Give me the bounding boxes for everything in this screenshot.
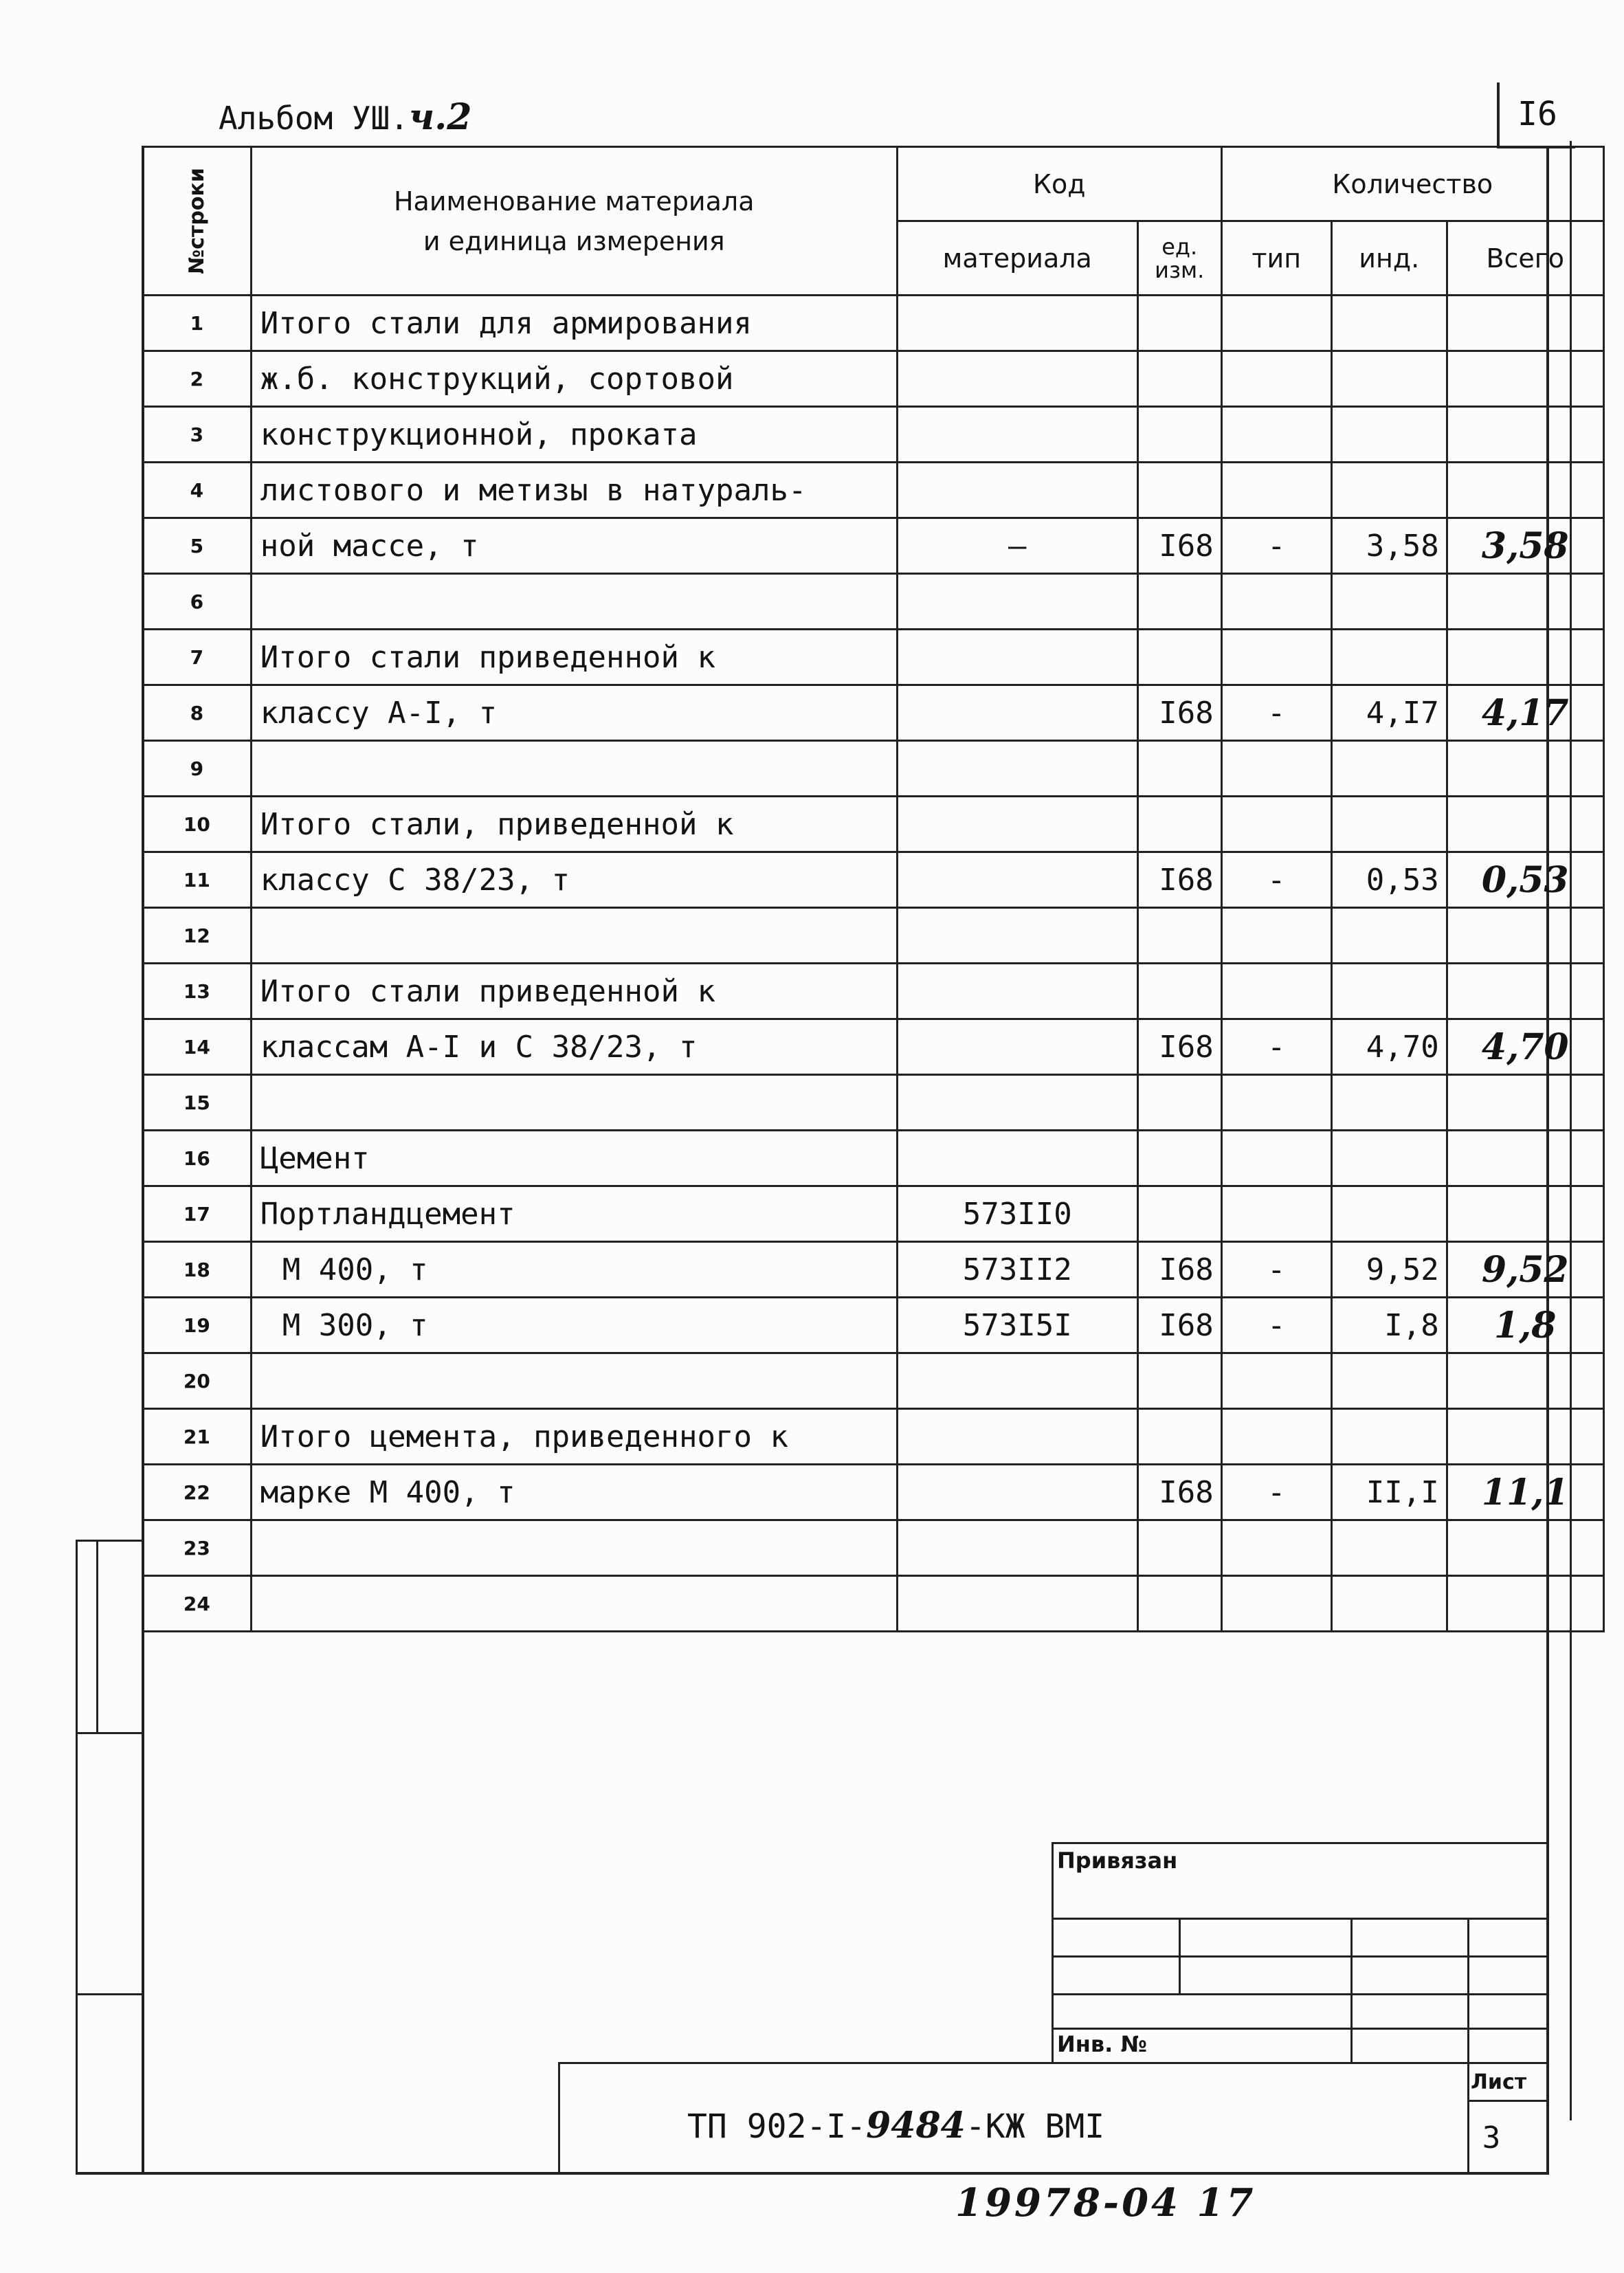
quantity-total	[1447, 407, 1603, 463]
quantity-total: 3,58	[1447, 518, 1603, 574]
material-name: Итого стали приведенной к	[251, 630, 897, 685]
material-code: –	[897, 518, 1137, 574]
quantity-total	[1447, 296, 1603, 351]
quantity-ind	[1331, 1186, 1447, 1242]
table-row	[143, 1409, 1604, 1465]
quantity-type	[1221, 797, 1331, 852]
material-code	[897, 1409, 1137, 1465]
material-name: М 300, т	[251, 1298, 897, 1353]
row-number: 16	[143, 1131, 252, 1186]
unit-code	[1137, 296, 1221, 351]
material-name: марке М 400, т	[251, 1465, 897, 1520]
quantity-type	[1221, 1520, 1331, 1576]
unit-code: I68	[1137, 1298, 1221, 1353]
row-number: 5	[143, 518, 252, 574]
material-name	[251, 741, 897, 797]
quantity-ind	[1331, 964, 1447, 1019]
quantity-total	[1447, 1520, 1603, 1576]
material-code	[897, 797, 1137, 852]
table-row	[143, 1186, 1604, 1242]
spec-table-body	[143, 296, 1604, 1632]
quantity-type	[1221, 741, 1331, 797]
unit-code	[1137, 351, 1221, 407]
table-row	[143, 1131, 1604, 1186]
material-code	[897, 1019, 1137, 1075]
row-number: 19	[143, 1298, 252, 1353]
document-code-handwritten: 9484	[866, 2105, 966, 2147]
row-number: 7	[143, 630, 252, 685]
row-number: 15	[143, 1075, 252, 1131]
unit-header-line1: ед.	[1161, 233, 1198, 260]
stamp-line-4	[1052, 2028, 1549, 2030]
material-code	[897, 351, 1137, 407]
quantity-ind	[1331, 1576, 1447, 1632]
material-code	[897, 1353, 1137, 1409]
quantity-total	[1447, 797, 1603, 852]
row-number: 4	[143, 463, 252, 518]
unit-code	[1137, 1409, 1221, 1465]
row-number: 12	[143, 908, 252, 964]
margin-column-line	[76, 1540, 78, 2173]
material-name	[251, 908, 897, 964]
header-row-1	[143, 147, 1604, 221]
quantity-total	[1447, 741, 1603, 797]
sheet-number: 3	[1482, 2120, 1501, 2155]
stamp-line-3	[1052, 1993, 1549, 1995]
row-number: 9	[143, 741, 252, 797]
name-header-line2: и единица измерения	[423, 225, 725, 256]
row-number: 21	[143, 1409, 252, 1465]
quantity-total	[1447, 1131, 1603, 1186]
margin-mid-line	[76, 1732, 142, 1734]
row-number: 23	[143, 1520, 252, 1576]
quantity-type: -	[1221, 518, 1331, 574]
unit-code: I68	[1137, 518, 1221, 574]
row-number: 11	[143, 852, 252, 908]
stamp-vline-1	[1179, 1918, 1181, 1993]
document-code-prefix: ТП 902-I-	[687, 2107, 867, 2146]
quantity-type: -	[1221, 852, 1331, 908]
quantity-ind: 9,52	[1331, 1242, 1447, 1298]
quantity-ind	[1331, 908, 1447, 964]
album-label: Альбом УШ.	[219, 100, 409, 137]
material-name: Итого цемента, приведенного к	[251, 1409, 897, 1465]
unit-code	[1137, 630, 1221, 685]
table-row	[143, 1353, 1604, 1409]
table-row	[143, 630, 1604, 685]
material-code	[897, 1131, 1137, 1186]
quantity-ind	[1331, 630, 1447, 685]
quantity-type	[1221, 908, 1331, 964]
quantity-total: 1,8	[1447, 1298, 1603, 1353]
table-row	[143, 741, 1604, 797]
material-code: 573I5I	[897, 1298, 1137, 1353]
material-name: листового и метизы в натураль-	[251, 463, 897, 518]
inventory-number-label: Инв. №	[1057, 2031, 1147, 2057]
material-name: классам А-I и С 38/23, т	[251, 1019, 897, 1075]
unit-header-line2: изм.	[1155, 256, 1205, 283]
name-header-line1: Наименование материала	[393, 186, 755, 217]
quantity-type	[1221, 1186, 1331, 1242]
quantity-ind	[1331, 574, 1447, 630]
quantity-type	[1221, 1576, 1331, 1632]
unit-code	[1137, 1075, 1221, 1131]
title-block-left	[558, 2062, 560, 2173]
quantity-ind: I,8	[1331, 1298, 1447, 1353]
stamp-top-border	[1052, 1842, 1549, 1844]
unit-code	[1137, 741, 1221, 797]
material-name: ж.б. конструкций, сортовой	[251, 351, 897, 407]
quantity-ind: 4,I7	[1331, 685, 1447, 741]
quantity-total	[1447, 351, 1603, 407]
quantity-type: -	[1221, 1242, 1331, 1298]
quantity-ind: 0,53	[1331, 852, 1447, 908]
material-code	[897, 407, 1137, 463]
table-row	[143, 1298, 1604, 1353]
row-number: 13	[143, 964, 252, 1019]
table-row	[143, 1019, 1604, 1075]
quantity-ind: II,I	[1331, 1465, 1447, 1520]
material-name	[251, 1576, 897, 1632]
quantity-total: 0,53	[1447, 852, 1603, 908]
material-code	[897, 296, 1137, 351]
quantity-type: -	[1221, 1298, 1331, 1353]
table-row	[143, 1520, 1604, 1576]
row-number: 1	[143, 296, 252, 351]
row-number-header	[143, 147, 252, 296]
margin-low-line	[76, 1993, 142, 1995]
quantity-type: -	[1221, 685, 1331, 741]
material-name	[251, 1353, 897, 1409]
material-code	[897, 1075, 1137, 1131]
material-code	[897, 1520, 1137, 1576]
quantity-ind: 4,70	[1331, 1019, 1447, 1075]
unit-code	[1137, 1576, 1221, 1632]
row-number: 22	[143, 1465, 252, 1520]
material-code	[897, 1576, 1137, 1632]
quantity-ind	[1331, 741, 1447, 797]
unit-code	[1137, 964, 1221, 1019]
sheet-cell-line	[1467, 2100, 1549, 2102]
name-header	[251, 147, 897, 296]
material-code: 573II2	[897, 1242, 1137, 1298]
quantity-ind: 3,58	[1331, 518, 1447, 574]
quantity-total: 11,1	[1447, 1465, 1603, 1520]
quantity-ind	[1331, 1353, 1447, 1409]
material-name: Итого стали приведенной к	[251, 964, 897, 1019]
material-code	[897, 574, 1137, 630]
quantity-type: -	[1221, 1465, 1331, 1520]
quantity-type	[1221, 574, 1331, 630]
material-name: ной массе, т	[251, 518, 897, 574]
ind-header: инд.	[1331, 221, 1447, 296]
table-row	[143, 463, 1604, 518]
stamp-line-2	[1052, 1955, 1549, 1958]
stamp-line-1	[1052, 1918, 1549, 1920]
attached-label: Привязан	[1057, 1848, 1178, 1874]
table-row	[143, 407, 1604, 463]
material-name: Итого стали для армирования	[251, 296, 897, 351]
material-code	[897, 964, 1137, 1019]
table-row	[143, 296, 1604, 351]
material-name: конструкционной, проката	[251, 407, 897, 463]
album-title	[219, 96, 471, 138]
quantity-total	[1447, 1186, 1603, 1242]
total-header: Всего	[1447, 221, 1603, 296]
row-number: 10	[143, 797, 252, 852]
quantity-type: -	[1221, 1019, 1331, 1075]
table-row	[143, 1075, 1604, 1131]
material-code-header: материала	[897, 221, 1137, 296]
quantity-ind	[1331, 463, 1447, 518]
material-code	[897, 908, 1137, 964]
row-number: 8	[143, 685, 252, 741]
quantity-type	[1221, 296, 1331, 351]
table-row	[143, 1465, 1604, 1520]
unit-code	[1137, 1131, 1221, 1186]
material-name: Итого стали, приведенной к	[251, 797, 897, 852]
quantity-type	[1221, 1075, 1331, 1131]
code-header: Код	[897, 147, 1221, 221]
unit-code: I68	[1137, 685, 1221, 741]
material-name	[251, 574, 897, 630]
quantity-type	[1221, 351, 1331, 407]
unit-code: I68	[1137, 1465, 1221, 1520]
type-header: тип	[1221, 221, 1331, 296]
unit-code	[1137, 1186, 1221, 1242]
quantity-ind	[1331, 407, 1447, 463]
material-code	[897, 685, 1137, 741]
margin-top-line	[76, 1540, 142, 1542]
material-name: Цемент	[251, 1131, 897, 1186]
table-row	[143, 797, 1604, 852]
unit-code	[1137, 908, 1221, 964]
material-code	[897, 852, 1137, 908]
stamp-vline-2	[1350, 1918, 1353, 2062]
quantity-type	[1221, 407, 1331, 463]
quantity-ind	[1331, 1409, 1447, 1465]
sheet-corner-number: I6	[1497, 82, 1575, 148]
quantity-ind	[1331, 1520, 1447, 1576]
material-spec-table	[142, 146, 1605, 1632]
unit-code: I68	[1137, 1019, 1221, 1075]
quantity-total	[1447, 964, 1603, 1019]
row-number: 6	[143, 574, 252, 630]
unit-code	[1137, 797, 1221, 852]
quantity-total	[1447, 1075, 1603, 1131]
unit-code	[1137, 574, 1221, 630]
table-row	[143, 351, 1604, 407]
table-row	[143, 574, 1604, 630]
quantity-type	[1221, 964, 1331, 1019]
unit-code: I68	[1137, 1242, 1221, 1298]
quantity-total	[1447, 1409, 1603, 1465]
table-row	[143, 685, 1604, 741]
material-code	[897, 463, 1137, 518]
quantity-total	[1447, 630, 1603, 685]
material-name	[251, 1520, 897, 1576]
unit-header	[1137, 221, 1221, 296]
quantity-type	[1221, 1353, 1331, 1409]
quantity-total	[1447, 1576, 1603, 1632]
quantity-total: 4,70	[1447, 1019, 1603, 1075]
sheet-label: Лист	[1471, 2070, 1527, 2094]
material-code: 573II0	[897, 1186, 1137, 1242]
quantity-total	[1447, 1353, 1603, 1409]
unit-code	[1137, 463, 1221, 518]
material-name: Портландцемент	[251, 1186, 897, 1242]
document-code	[687, 2105, 1104, 2147]
material-name: классу С 38/23, т	[251, 852, 897, 908]
unit-code	[1137, 1353, 1221, 1409]
table-row	[143, 908, 1604, 964]
album-handwritten: ч.2	[408, 96, 472, 138]
material-code	[897, 1465, 1137, 1520]
table-row	[143, 1242, 1604, 1298]
quantity-ind	[1331, 1131, 1447, 1186]
quantity-ind	[1331, 351, 1447, 407]
unit-code	[1137, 1520, 1221, 1576]
row-number: 18	[143, 1242, 252, 1298]
material-name: М 400, т	[251, 1242, 897, 1298]
material-name: классу А-I, т	[251, 685, 897, 741]
quantity-total: 9,52	[1447, 1242, 1603, 1298]
quantity-total	[1447, 574, 1603, 630]
quantity-header: Количество	[1221, 147, 1603, 221]
table-row	[143, 1576, 1604, 1632]
title-block-top	[558, 2062, 1549, 2064]
material-name	[251, 1075, 897, 1131]
frame-bottom-border	[76, 2172, 1549, 2175]
row-number: 24	[143, 1576, 252, 1632]
quantity-total	[1447, 463, 1603, 518]
table-row	[143, 964, 1604, 1019]
table-row	[143, 518, 1604, 574]
material-code	[897, 630, 1137, 685]
table-row	[143, 852, 1604, 908]
quantity-type	[1221, 1131, 1331, 1186]
quantity-type	[1221, 1409, 1331, 1465]
quantity-type	[1221, 630, 1331, 685]
quantity-type	[1221, 463, 1331, 518]
material-code	[897, 741, 1137, 797]
row-number: 17	[143, 1186, 252, 1242]
row-number: 20	[143, 1353, 252, 1409]
row-number: 2	[143, 351, 252, 407]
quantity-total: 4,17	[1447, 685, 1603, 741]
unit-code	[1137, 407, 1221, 463]
row-number-header-label: №строки	[184, 168, 209, 274]
archive-number: 19978-04 17	[955, 2180, 1256, 2226]
unit-code: I68	[1137, 852, 1221, 908]
quantity-total	[1447, 908, 1603, 964]
quantity-ind	[1331, 296, 1447, 351]
row-number: 14	[143, 1019, 252, 1075]
document-code-suffix: -КЖ ВМI	[965, 2107, 1105, 2146]
row-number: 3	[143, 407, 252, 463]
quantity-ind	[1331, 1075, 1447, 1131]
quantity-ind	[1331, 797, 1447, 852]
margin-column-line-2	[96, 1540, 98, 1732]
